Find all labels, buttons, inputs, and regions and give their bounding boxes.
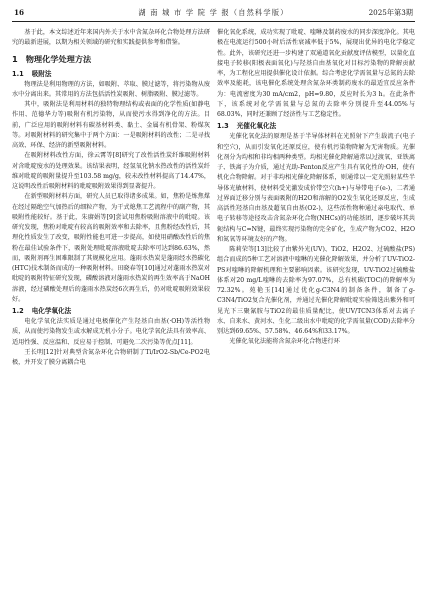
section-heading-1 [12,53,210,66]
running-header [12,6,415,20]
body-paragraph: 电化学氧化法实质是通过电极催化产生羟基自由基(·OH)等活性物质，从而使污染物发生或水解成无机小分子。电化学氧化法具有效率高、适用性强、反应温和、反应易于控制、可避免二次污染等优点[11]。 [12,318,210,346]
year-issue: 2025年第3期 [368,8,413,17]
body-paragraph: 其中，吸附法是利用材料的独特物理结构或表面的化学性质(如静电作用、范德华力等)吸附有机污染物，从而使污水得到净化的方法。目前，广泛应用的吸附材料有碳基材料类、黏土、金属有机骨架、粉煤灰等。对吸附材料的研究集中于两个方面：一是吸附材料的改性；二是寻找高效、环保、经济的新型吸附材料。 [12,101,210,149]
body-paragraph: 陈莉荣等[13]比较了由紫外光(UV)、TiO2、H2O2、过硫酸盐(PS)组合而成的5种工艺对溶液中喹啉的光催化降解效果，并分析了UV-TiO2-PS对喹啉的降解机理和主要影响因素。该研究发现，UV-TiO2过硫酸盐体系对20 mg/L喹啉的去除率为97.07%，总有机碳(TOC)的降解率为72.32%。苑艳玉[14]通过优化g-C3N4的制备条件，制备了g-C3N4/TiO2复合光催化剂，并通过光催化降解吡啶实验筛选出紫外和可见光下三聚氰胺与TiO2的最佳质量配比，使UV/TCN3体系对去离子水、自来水、黄河水、生化二级出水中吡啶的化学需氧量(COD)去除率分别达到69.65%、57.58%、46.64%和33.17%。 [217,246,415,335]
subsection-number: 1.1 [12,69,24,78]
intro-paragraph: 基于此，本文综述近年来国内外关于水中含氮杂环化合物处理方法研究的最新进展，以期为相关领域的研究和实践提供参考和借鉴。 [12,29,210,47]
journal-title: 湖 南 城 市 学 院 学 报（自然科学版） [138,8,289,17]
header-rule [12,21,415,22]
body-paragraph: 在新型吸附材料方面，研究人员已取得诸多成果。如，焦粉是炼焦煤在经过隔绝空气加热后的细粒产物，为干式熄焦工艺流程中的副产物，其吸附性能较好。基于此，朱赓娟等[9]尝试用焦粉吸附溶液中的吡啶。该研究发现，焦粉对吡啶有较高的吸附效率和去除率，且焦粉经改性后，其理化性质发生了改变，吸附性能也可进一步提高，如使用硝酸改性后的焦粉在最佳试验条件下，吸附处理吡啶溶液吡啶去除率可达到86.63%，然而，吸附剂再生困难限制了其规模化应用。蓬雨水热炭是蓬雨经水热碳化(HTC)技术制备而成的一种吸附材料。田晓春等[10]通过对蓬雨水热炭对吡啶的吸附特征研究发现，磷酸溶液对蓬雨水热炭的再生效率高于NaOH溶液，经过磷酸处理后的蓬雨水热炭经6次再生后，仍对吡啶吸附效果较好。 [12,193,210,303]
body-paragraph: 光催化氧化法能将含氮杂环化合物进行环 [229,338,340,346]
right-column [217,28,415,596]
subsection-title: 吸附法 [31,69,52,78]
body-paragraph: 光催化氧化法的原理是基于半导体材料在光照射下产生载流子(电子和空穴)，从而引发氧化还原反应，使有机污染物降解为无害物质。光催化剂分为均相和非均相两种类型。均相光催化降解通常以过渡氧、亚铁离子、铁离子为介质，通过光助-Fenton反应产生具有氧化性的·OH，使有机化合物降解。对于非均相光催化降解体系，则通常以一定光照射某些半导体光敏材料，使材料受光激发成价带空穴(h+)与导带电子(e-)，二者通过界面迁移分别与表面吸附的H2O和溶解的O2发生氧化还原反应，生成高活性羟基自由基及超氧自由基(O2-)，这些活性物种通过亲电取代、单电子转移等途径攻击含氮杂环化合物(NHCs)的功能基团，逐步破坏其共轭结构与C=N键，最终实现污染物的完全矿化，生成产物为CO2、H2O和氮氧等环境友好的产物。 [217,133,415,243]
section-title: 物理化学处理方法 [25,53,92,64]
section-number: 1 [12,53,18,64]
body-paragraph: 在吸附材料改性方面，徐云霄等[8]研究了改性活性炭纤维吸附材料对含吡啶废水的处理效果。该结果表明，经氢氧化钠水热改性的活性炭纤维对吡啶的吸附量提升至103.58 mg/g，较未改性材料提高了14.47%，这说明改性后吸附材料的吡啶吸附效果得到显著提升。 [12,152,210,190]
subsection-heading-1-1 [12,69,210,80]
subsection-title: 电化学氧化法 [31,307,72,315]
subsection-heading-1-3 [217,121,415,132]
subsection-heading-1-2 [12,306,210,317]
body-paragraph: 王长明[12]针对典型含氮杂环化合物研制了Ti/IrO2-Sb/Ce-PO2电极，并开发了膜分离耦合电 [12,348,210,366]
body-paragraph-continued: 催化氧化系统，成功实现了吡啶、喹啉及制药废水的同步深度净化。其电极在电流运行500小时后活性衰减率低于5%，展现出优异的电化学稳定性。此外，该研究还进一步构建了双通道氧化贡献度评估模型，以量化直接电子转移(阳极表面氧化)与羟基自由基氧化对目标污染物的降解贡献率，为工程化应用提供催化设计依据。综合考虑化学需氧量与总氮的去除效率及能耗，该电催化系统处理含氮杂环类制药废水的最适宜反应条件为：电流密度为30 mA/cm2，pH=9.80，反应时长为3 h。在此条件下，该系统对化学需氧量与总氮的去除率分别提升至44.05%与68.03%，同时还兼顾了经济性与工艺稳定性。 [217,29,415,118]
subsection-number: 1.3 [217,122,229,131]
body-paragraph: 物理法是利用物理的方法，如吸附、萃取、膜过滤等，将污染物从废水中分离出来。其常用的方法包括活性炭吸附、树脂吸附、膜过滤等。 [12,80,210,98]
page-number: 16 [14,8,25,17]
subsection-number: 1.2 [12,307,24,315]
subsection-title: 光催化氧化法 [236,122,277,131]
left-column [12,28,210,596]
